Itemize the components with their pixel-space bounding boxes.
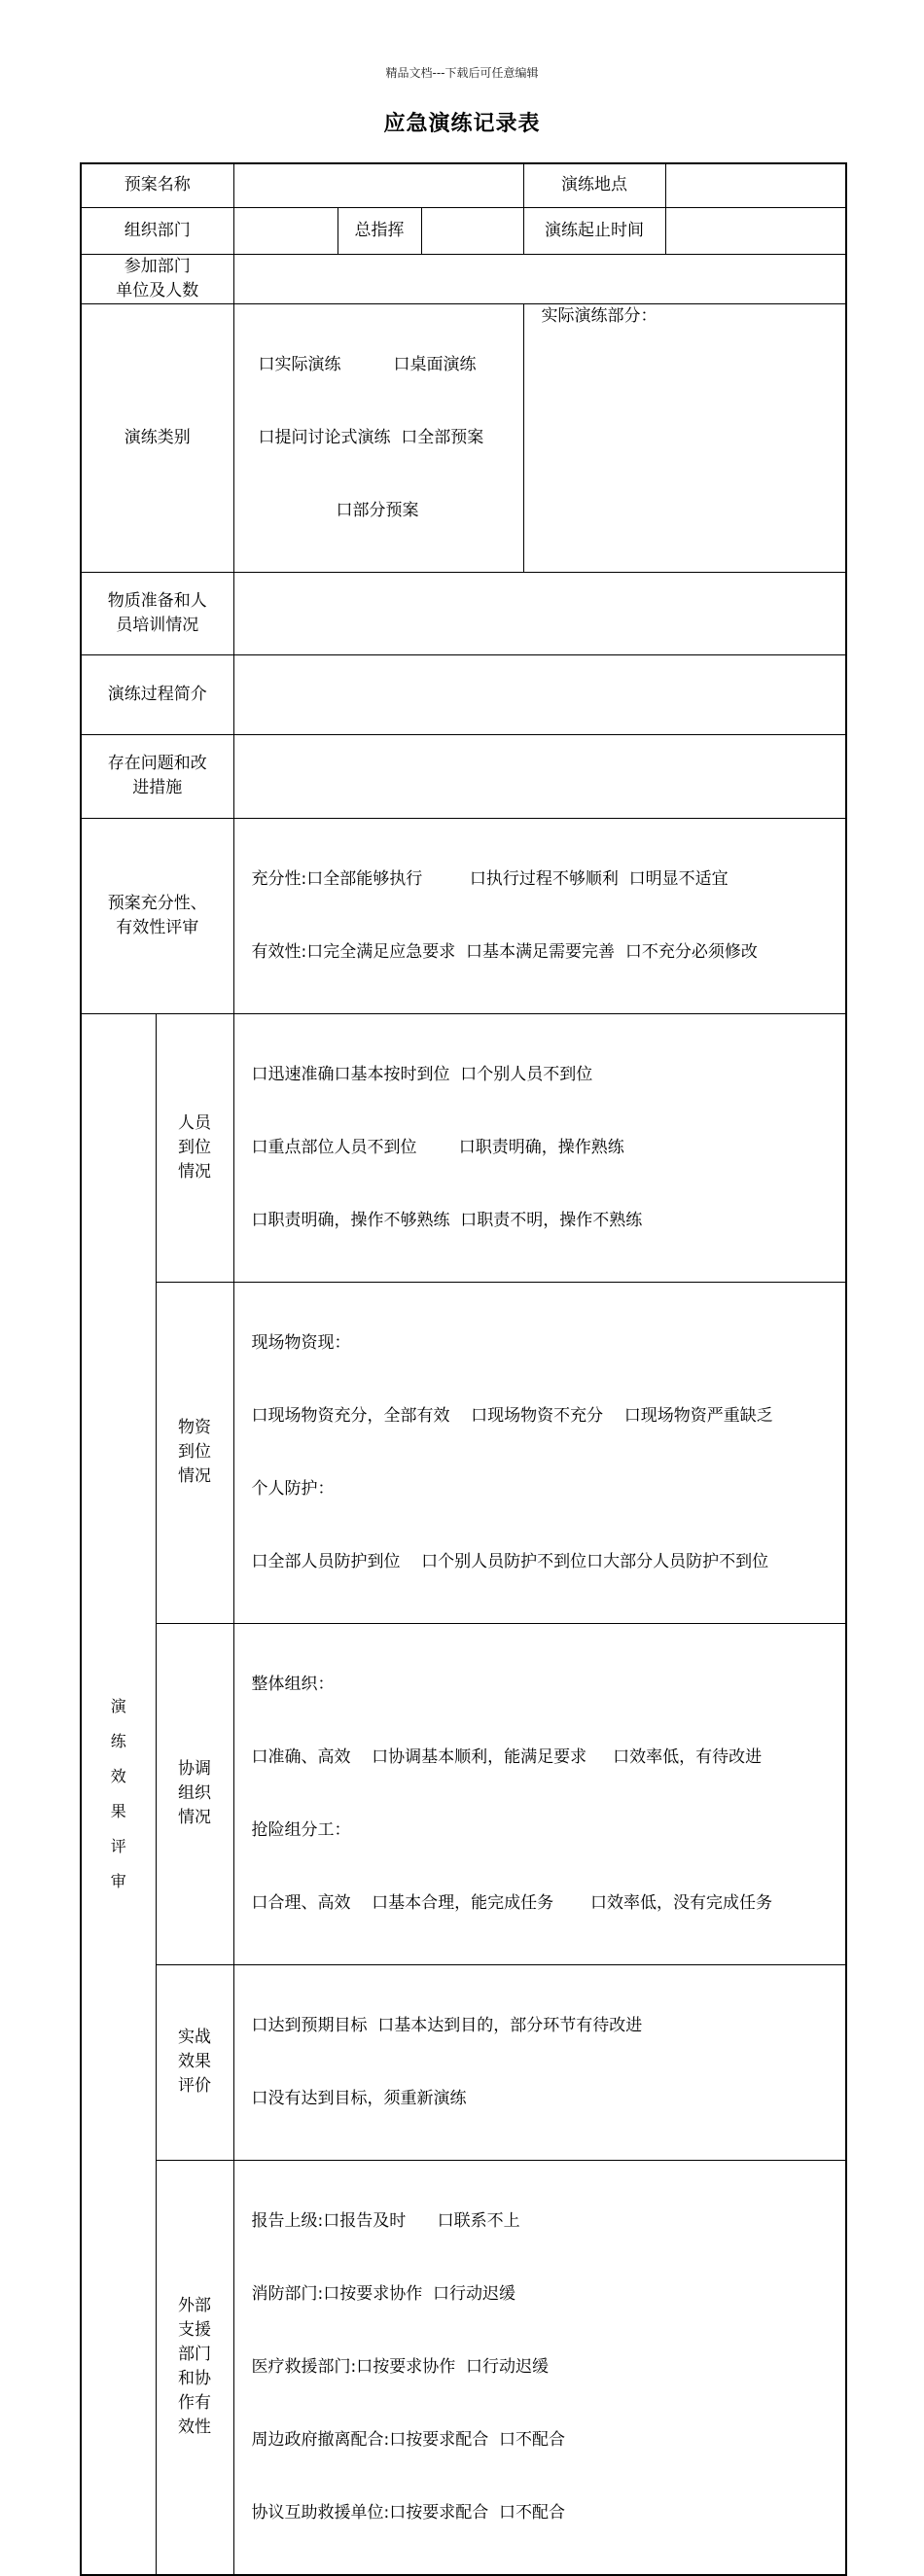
participants-label-line: 单位及人数 <box>116 280 199 300</box>
actual-part-label: 实际演练部分： <box>541 305 657 326</box>
materials-label <box>81 572 233 654</box>
coordination-option-line[interactable]: 口合理、高效 口基本合理，能完成任务 口效率低，没有完成任务 <box>251 1892 772 1913</box>
personnel-label-line: 到位 <box>178 1137 211 1157</box>
external-support-option-line[interactable]: 消防部门:口按要求协作 口行动迟缓 <box>251 2283 516 2304</box>
participants-label <box>81 254 233 303</box>
coordination-label-line: 组织 <box>178 1783 211 1803</box>
external-support-label-line: 和协 <box>178 2369 211 2388</box>
effect-review-char: 效 <box>110 1766 126 1785</box>
coordination-label <box>156 1623 233 1964</box>
external-support-options[interactable] <box>233 2160 846 2575</box>
row-personnel <box>81 1013 846 1282</box>
process-label: 演练过程简介 <box>81 654 233 734</box>
coordination-option-line[interactable]: 整体组织： <box>251 1674 335 1694</box>
external-support-label <box>156 2160 233 2575</box>
process-field[interactable] <box>233 654 846 734</box>
coordination-option-line[interactable]: 口准确、高效 口协调基本顺利，能满足要求 口效率低，有待改进 <box>251 1747 763 1767</box>
materials-arrival-option-line[interactable]: 口全部人员防护到位 口个别人员防护不到位口大部分人员防护不到位 <box>251 1551 769 1571</box>
location-field[interactable] <box>665 163 846 207</box>
time-label: 演练起止时间 <box>523 207 665 254</box>
personnel-options[interactable] <box>233 1013 846 1282</box>
external-support-label-line: 作有 <box>178 2393 211 2413</box>
external-support-label-line: 支援 <box>178 2320 211 2340</box>
materials-arrival-options[interactable] <box>233 1282 846 1623</box>
effect-review-char: 审 <box>110 1871 126 1890</box>
row-participants <box>81 254 846 303</box>
plan-eval-options[interactable] <box>233 818 846 1013</box>
drill-type-option-line[interactable]: 口部分预案 <box>336 500 419 520</box>
coordination-option-line[interactable]: 抢险组分工： <box>251 1819 351 1840</box>
effect-review-char: 练 <box>110 1731 126 1750</box>
location-label: 演练地点 <box>523 163 665 207</box>
problems-label-line: 存在问题和改 <box>107 754 207 773</box>
personnel-label-line: 人员 <box>178 1112 211 1133</box>
practical-effect-label-line: 实战 <box>178 2028 211 2047</box>
participants-label-line: 参加部门 <box>124 256 191 276</box>
external-support-option-line[interactable]: 医疗救援部门:口按要求协作 口行动迟缓 <box>251 2356 550 2377</box>
header-note: 精品文档---下载后可任意编辑 <box>385 66 539 80</box>
row-drill-type <box>81 303 846 572</box>
time-field[interactable] <box>665 207 846 254</box>
external-support-label-line: 效性 <box>178 2417 211 2437</box>
problems-label-line: 进措施 <box>132 778 183 797</box>
materials-arrival-option-line[interactable]: 个人防护： <box>251 1478 335 1499</box>
materials-arrival-label-line: 物资 <box>178 1418 211 1437</box>
page-title: 应急演练记录表 <box>383 112 541 136</box>
problems-label <box>81 734 233 818</box>
external-support-label-line: 部门 <box>178 2345 211 2364</box>
org-dept-field[interactable] <box>233 207 338 254</box>
materials-arrival-label-line: 情况 <box>178 1466 211 1486</box>
practical-effect-option-line[interactable]: 口达到预期目标 口基本达到目的，部分环节有待改进 <box>251 2015 643 2035</box>
commander-label: 总指挥 <box>338 207 421 254</box>
coordination-label-line: 情况 <box>178 1808 211 1827</box>
external-support-option-line[interactable]: 协议互助救援单位:口按要求配合 口不配合 <box>251 2502 566 2523</box>
personnel-option-line[interactable]: 口迅速准确口基本按时到位 口个别人员不到位 <box>251 1064 593 1084</box>
external-support-option-line[interactable]: 周边政府撤离配合:口按要求配合 口不配合 <box>251 2429 566 2450</box>
plan-name-label: 预案名称 <box>81 163 233 207</box>
row-problems <box>81 734 846 818</box>
drill-record-table <box>80 162 847 2576</box>
org-dept-label: 组织部门 <box>81 207 233 254</box>
drill-type-options[interactable] <box>233 303 523 572</box>
practical-effect-label-line: 效果 <box>178 2052 211 2071</box>
participants-field[interactable] <box>233 254 846 303</box>
problems-field[interactable] <box>233 734 846 818</box>
row-practical-effect <box>81 1964 846 2160</box>
row-org <box>81 207 846 254</box>
effect-review-char: 演 <box>110 1696 126 1715</box>
external-support-option-line[interactable]: 报告上级:口报告及时 口联系不上 <box>251 2210 520 2231</box>
practical-effect-options[interactable] <box>233 1964 846 2160</box>
materials-label-line: 物质准备和人 <box>107 590 207 611</box>
plan-name-field[interactable] <box>233 163 523 207</box>
materials-label-line: 员培训情况 <box>116 615 199 635</box>
row-plan-name <box>81 163 846 207</box>
row-coordination <box>81 1623 846 1964</box>
effect-review-char: 果 <box>110 1801 126 1820</box>
row-materials-arrival <box>81 1282 846 1623</box>
row-plan-eval <box>81 818 846 1013</box>
plan-eval-option-line[interactable]: 充分性:口全部能够执行 口执行过程不够顺利 口明显不适宜 <box>251 868 729 889</box>
practical-effect-label <box>156 1964 233 2160</box>
coordination-label-line: 协调 <box>178 1759 211 1779</box>
plan-eval-option-line[interactable]: 有效性:口完全满足应急要求 口基本满足需要完善 口不充分必须修改 <box>251 941 758 962</box>
drill-type-option-line[interactable]: 口实际演练 口桌面演练 <box>258 354 477 374</box>
actual-part-cell[interactable] <box>523 303 846 572</box>
personnel-label <box>156 1013 233 1282</box>
coordination-options[interactable] <box>233 1623 846 1964</box>
practical-effect-option-line[interactable]: 口没有达到目标，须重新演练 <box>251 2088 467 2108</box>
external-support-label-line: 外部 <box>178 2296 211 2315</box>
effect-review-label <box>81 1013 156 2575</box>
practical-effect-label-line: 评价 <box>178 2076 211 2096</box>
materials-arrival-option-line[interactable]: 现场物资现： <box>251 1332 351 1353</box>
materials-arrival-label <box>156 1282 233 1623</box>
plan-eval-label-line: 预案充分性、 <box>107 893 207 913</box>
personnel-label-line: 情况 <box>178 1161 211 1182</box>
personnel-option-line[interactable]: 口重点部位人员不到位 口职责明确，操作熟练 <box>251 1137 624 1157</box>
materials-field[interactable] <box>233 572 846 654</box>
row-external-support <box>81 2160 846 2575</box>
plan-eval-label <box>81 818 233 1013</box>
materials-arrival-label-line: 到位 <box>178 1442 211 1462</box>
drill-type-label: 演练类别 <box>81 303 233 572</box>
row-process <box>81 654 846 734</box>
effect-review-char: 评 <box>110 1836 126 1855</box>
materials-arrival-option-line[interactable]: 口现场物资充分，全部有效 口现场物资不充分 口现场物资严重缺乏 <box>251 1405 773 1426</box>
plan-eval-label-line: 有效性评审 <box>116 917 199 937</box>
personnel-option-line[interactable]: 口职责明确，操作不够熟练 口职责不明，操作不熟练 <box>251 1210 643 1230</box>
drill-type-option-line[interactable]: 口提问讨论式演练 口全部预案 <box>258 427 484 447</box>
commander-field[interactable] <box>421 207 523 254</box>
row-materials <box>81 572 846 654</box>
